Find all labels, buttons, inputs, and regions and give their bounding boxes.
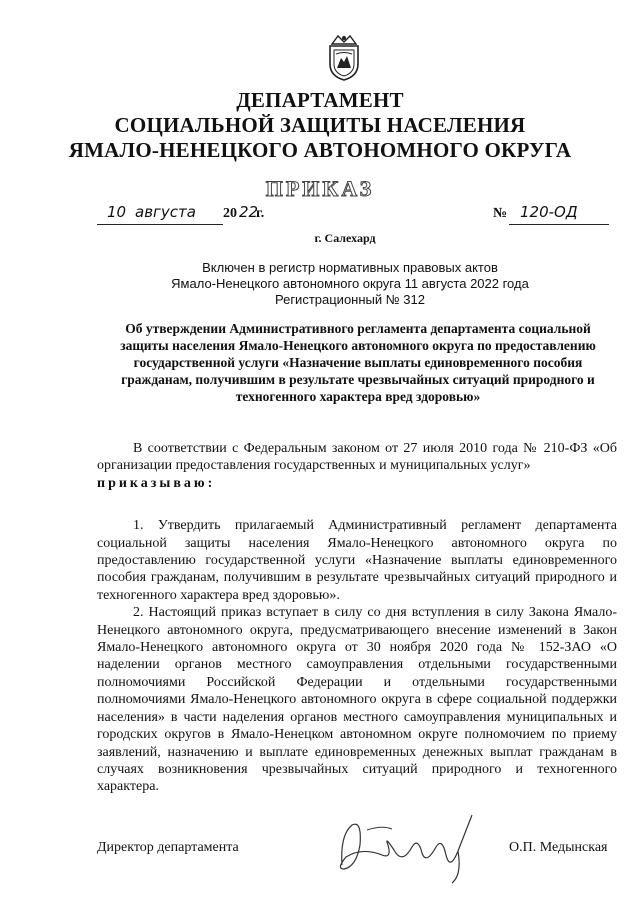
- registration-line1: Включен в регистр нормативных правовых актов: [202, 260, 498, 275]
- document-title: Об утверждении Административного регламента департамента социальной защиты населения Ямало-Ненецкого автономного округа по предоставлению государственной услуги «Назначение выплаты единовременного пособия гражданам, получившим в результате чрезвычайных ситуаций природного и техногенного характера вред здоровью»: [120, 321, 596, 404]
- number-label: №: [493, 206, 508, 221]
- number-underline: [509, 224, 609, 225]
- item-2: 2. Настоящий приказ вступает в силу со дня вступления в силу Закона Ямало-Ненецкого автономного округа, предусматривающего внесение изменений в Закон Ямало-Ненецкого автономного округа от 30 ноября 2020 года № 152-ЗАО «О наделении органов местного самоуправления отдельными государственными полномочиями Российской Федерации и отдельными государственными полномочиями Ямало-Ненецкого автономного округа в сфере социальной поддержки населения» в части наделения органов местного самоуправления муниципальных и городских округов в Ямало-Ненецком автономном округе полномочием по приему заявлений, назначению и выплате единовременных денежных выплат гражданам в случаях возникновения чрезвычайных ситуаций природного и техногенного характера.: [97, 605, 617, 795]
- preamble: В соответствии с Федеральным законом от 27 июля 2010 года № 210-ФЗ «Об организации предоставления государственных и муниципальных услуг»: [97, 441, 617, 474]
- date-underline: [97, 224, 223, 225]
- department-name-line1: ДЕПАРТАМЕНТ: [236, 88, 404, 112]
- registration-line3: Регистрационный № 312: [274, 292, 425, 307]
- order-word-line: [97, 475, 617, 492]
- registration-line2: Ямало-Ненецкого автономного округа 11 августа 2022 года: [171, 276, 529, 291]
- date-year-suffix: 22: [239, 203, 259, 221]
- coat-of-arms-icon: [324, 34, 364, 82]
- date-day: 10: [107, 203, 127, 221]
- number-value: 120-ОД: [520, 203, 578, 221]
- signatory-name: О.П. Медынская: [509, 840, 608, 855]
- date-year-prefix: 20: [223, 206, 237, 221]
- department-name-line2: СОЦИАЛЬНОЙ ЗАЩИТЫ НАСЕЛЕНИЯ: [114, 113, 526, 137]
- date-year-abbr: г.: [256, 206, 265, 221]
- document-type: ПРИКАЗ: [265, 176, 375, 201]
- date-month: августа: [135, 203, 196, 221]
- city: г. Салехард: [314, 231, 376, 245]
- document-body: [97, 440, 617, 796]
- handwritten-signature: [322, 795, 492, 885]
- item-1: 1. Утвердить прилагаемый Административный регламент департамента социальной защиты населения Ямало-Ненецкого автономного округа по предоставлению государственной услуги «Назначение выплаты единовременного пособия гражданам, получившим в результате чрезвычайных ситуаций природного и техногенного характера вред здоровью».: [97, 518, 617, 603]
- signatory-position: Директор департамента: [97, 840, 239, 855]
- order-word: приказываю:: [97, 475, 216, 491]
- department-name-line3: ЯМАЛО-НЕНЕЦКОГО АВТОНОМНОГО ОКРУГА: [68, 138, 572, 162]
